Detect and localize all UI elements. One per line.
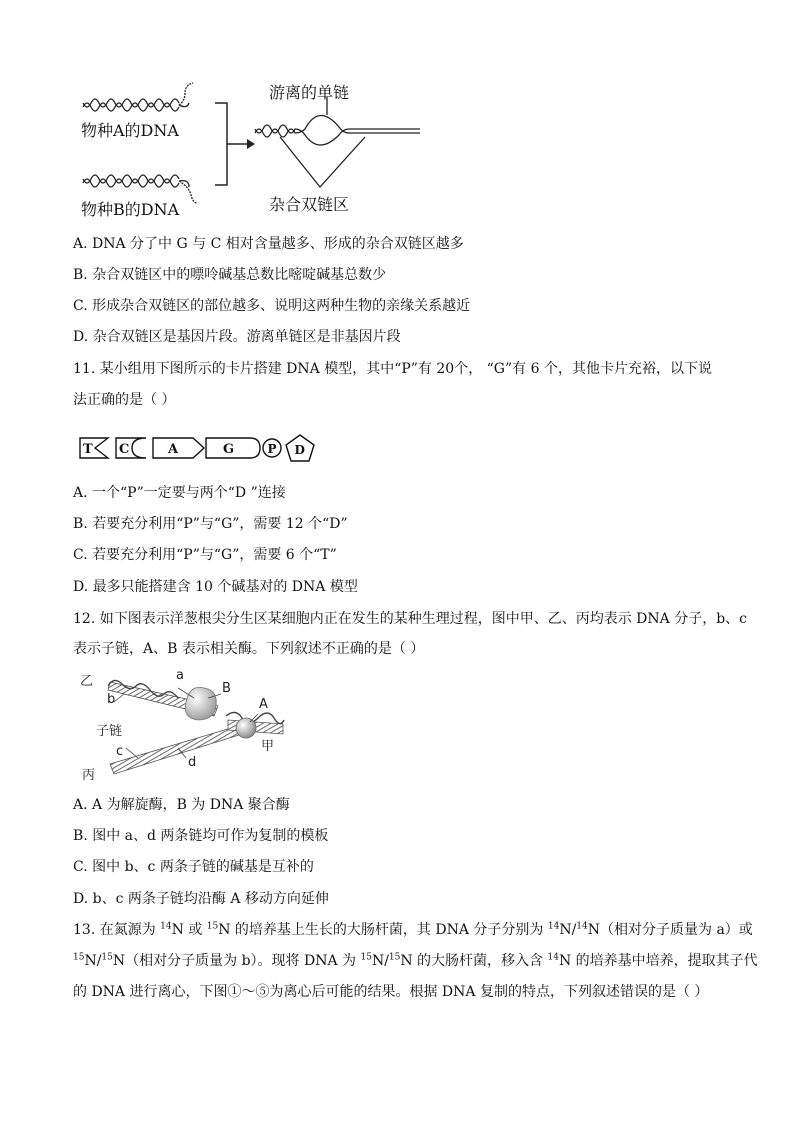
card-t-letter: T [83, 442, 93, 457]
q12-option-b: B. 图中 a、d 两条链均可作为复制的模板 [73, 828, 329, 844]
card-a [153, 438, 204, 458]
duplex-bing [110, 726, 242, 774]
card-p [263, 439, 281, 457]
q12-stem-line1: 12. 如下图表示洋葱根尖分生区某细胞内正在发生的某种生理过程，图中甲、乙、丙均表示 DNA 分子，b、c [73, 611, 748, 627]
card-c [116, 438, 146, 458]
q13-stem-line3: 的 DNA 进行离心，下图①～⑤为离心后可能的结果。根据 DNA 复制的特点，下列叙述错误的是（ ） [73, 984, 709, 1000]
q10-option-a: A. DNA 分了中 G 与 C 相对含量越多、形成的杂合双链区越多 [73, 236, 464, 252]
q11-option-c: C. 若要充分利用“P”与“G”，需要 6 个“T” [73, 547, 337, 563]
card-g [206, 438, 260, 458]
q11-stem-line2: 法正确的是（ ） [73, 392, 176, 408]
q12-option-a: A. A 为解旋酶，B 为 DNA 聚合酶 [73, 797, 290, 813]
label-enzyme-a: A [259, 697, 268, 712]
card-d [286, 435, 314, 461]
label-hybrid-region: 杂合双链区 [269, 195, 350, 214]
enzyme-b [185, 687, 216, 720]
q11-option-a: A. 一个“P”一定要与两个“D ”连接 [73, 485, 286, 501]
label-zilian: 子链 [96, 724, 123, 739]
card-g-letter: G [223, 442, 235, 457]
hybrid-helix [255, 97, 420, 187]
label-a: a [176, 668, 184, 683]
q13-stem-line2: $^{15}$N/$^{15}$N（相对分子质量为 b）。现将 DNA 为 $^{15}$N/$^{15}$N 的大肠杆菌，移入含 $^{14}$N 的培养基中培养，提取其子代 [73, 952, 758, 969]
q10-option-b: B. 杂合双链区中的嘌呤碱基总数比嘧啶碱基总数少 [73, 267, 387, 283]
label-c: c [116, 744, 124, 759]
q13-stem-line1: 13. 在氮源为 $^{14}$N 或 $^{15}$N 的培养基上生长的大肠杆菌，其 DNA 分子分别为 $^{14}$N/$^{14}$N（相对分子质量为 a）或 [73, 921, 753, 938]
q12-option-c: C. 图中 b、c 两条子链的碱基是互补的 [73, 859, 314, 875]
card-p-letter: P [267, 442, 277, 456]
card-a-letter: A [168, 442, 179, 457]
card-c-letter: C [119, 442, 130, 457]
q12-option-d: D. b、c 两条子链均沿酶 A 移动方向延伸 [73, 891, 329, 907]
q11-stem-line1: 11. 某小组用下图所示的卡片搭建 DNA 模型，其中“P”有 20个， “G”有 6 个，其他卡片充裕，以下说 [73, 361, 712, 377]
label-species-a: 物种A的DNA [81, 121, 179, 140]
label-d: d [188, 755, 197, 770]
species-a-helix [83, 83, 193, 111]
label-jia: 甲 [261, 739, 275, 754]
q11-option-b: B. 若要充分利用“P”与“G”，需要 12 个“D” [73, 516, 348, 532]
card-t [80, 438, 108, 458]
arrow-head-icon [247, 139, 255, 149]
label-b: b [107, 692, 116, 707]
card-d-letter: D [294, 443, 305, 457]
q10-option-c: C. 形成杂合双链区的部位越多、说明这两种生物的亲缘关系越近 [73, 298, 471, 314]
q11-option-d: D. 最多只能搭建含 10 个碱基对的 DNA 模型 [73, 579, 358, 595]
label-species-b: 物种B的DNA [81, 200, 180, 219]
q10-option-d: D. 杂合双链区是基因片段。游离单链区是非基因片段 [73, 329, 401, 345]
q12-stem-line2: 表示子链，A、B 表示相关酶。下列叙述不正确的是（ ） [73, 641, 425, 657]
label-yi: 乙 [80, 674, 94, 689]
label-bing: 丙 [82, 768, 96, 783]
enzyme-a [236, 718, 256, 738]
label-enzyme-b: B [222, 681, 231, 696]
label-free-single-strand: 游离的单链 [269, 83, 350, 102]
merge-bracket [215, 103, 247, 185]
dna-model-cards [78, 433, 323, 463]
